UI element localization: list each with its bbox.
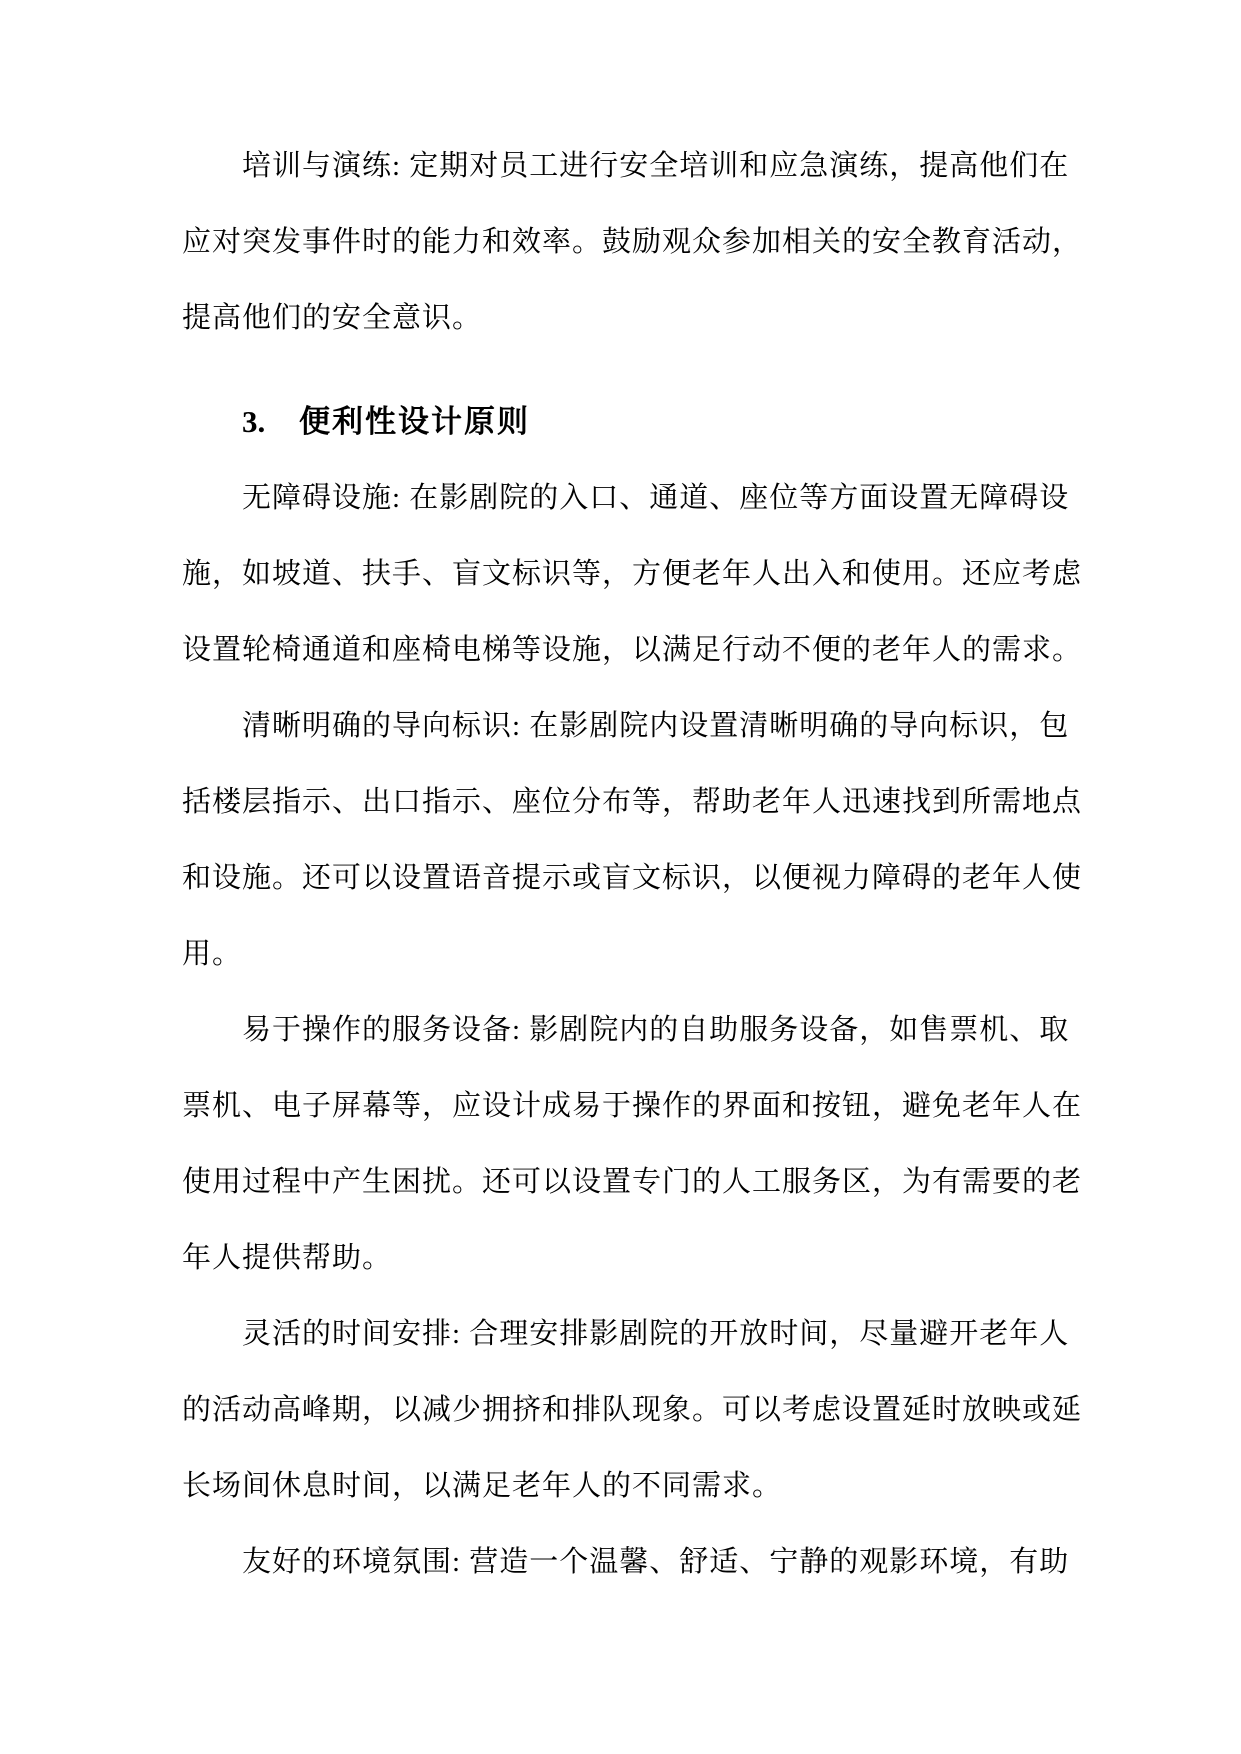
paragraph-accessibility xyxy=(182,460,1083,688)
text-line: 的活动高峰期，以减少拥挤和排队现象。可以考虑设置延时放映或延 xyxy=(182,1394,1083,1426)
text-line: 票机、电子屏幕等，应设计成易于操作的界面和按钮，避免老年人在 xyxy=(182,1090,1083,1122)
heading-number: 3. xyxy=(242,404,266,439)
text-line: 培训与演练: 定期对员工进行安全培训和应急演练，提高他们在 xyxy=(242,150,1070,182)
text-line: 用。 xyxy=(182,938,243,970)
text-line: 友好的环境氛围: 营造一个温馨、舒适、宁静的观影环境，有助 xyxy=(242,1546,1070,1578)
text-line: 年人提供帮助。 xyxy=(182,1242,393,1274)
text-line: 提高他们的安全意识。 xyxy=(182,302,483,334)
text-line: 长场间休息时间，以满足老年人的不同需求。 xyxy=(182,1470,783,1502)
text-line: 清晰明确的导向标识: 在影剧院内设置清晰明确的导向标识，包 xyxy=(242,710,1070,742)
text-line: 施，如坡道、扶手、盲文标识等，方便老年人出入和使用。还应考虑 xyxy=(182,558,1083,590)
text-line: 灵活的时间安排: 合理安排影剧院的开放时间，尽量避开老年人 xyxy=(242,1318,1070,1350)
heading-title: 便利性设计原则 xyxy=(299,404,530,439)
text-line: 应对突发事件时的能力和效率。鼓励观众参加相关的安全教育活动， xyxy=(182,226,1083,258)
paragraph-training xyxy=(182,128,1083,356)
text-line: 易于操作的服务设备: 影剧院内的自助服务设备，如售票机、取 xyxy=(242,1014,1070,1046)
paragraph-schedule xyxy=(182,1296,1083,1524)
text-line: 无障碍设施: 在影剧院的入口、通道、座位等方面设置无障碍设 xyxy=(242,482,1070,514)
paragraph-signage xyxy=(182,688,1083,992)
paragraph-atmosphere xyxy=(182,1524,1070,1600)
section-heading xyxy=(182,384,1061,460)
text-line: 使用过程中产生困扰。还可以设置专门的人工服务区，为有需要的老 xyxy=(182,1166,1083,1198)
text-line: 括楼层指示、出口指示、座位分布等，帮助老年人迅速找到所需地点 xyxy=(182,786,1083,818)
text-line: 设置轮椅通道和座椅电梯等设施，以满足行动不便的老年人的需求。 xyxy=(182,634,1083,666)
paragraph-service-equipment xyxy=(182,992,1083,1296)
text-line: 和设施。还可以设置语音提示或盲文标识，以便视力障碍的老年人使 xyxy=(182,862,1083,894)
